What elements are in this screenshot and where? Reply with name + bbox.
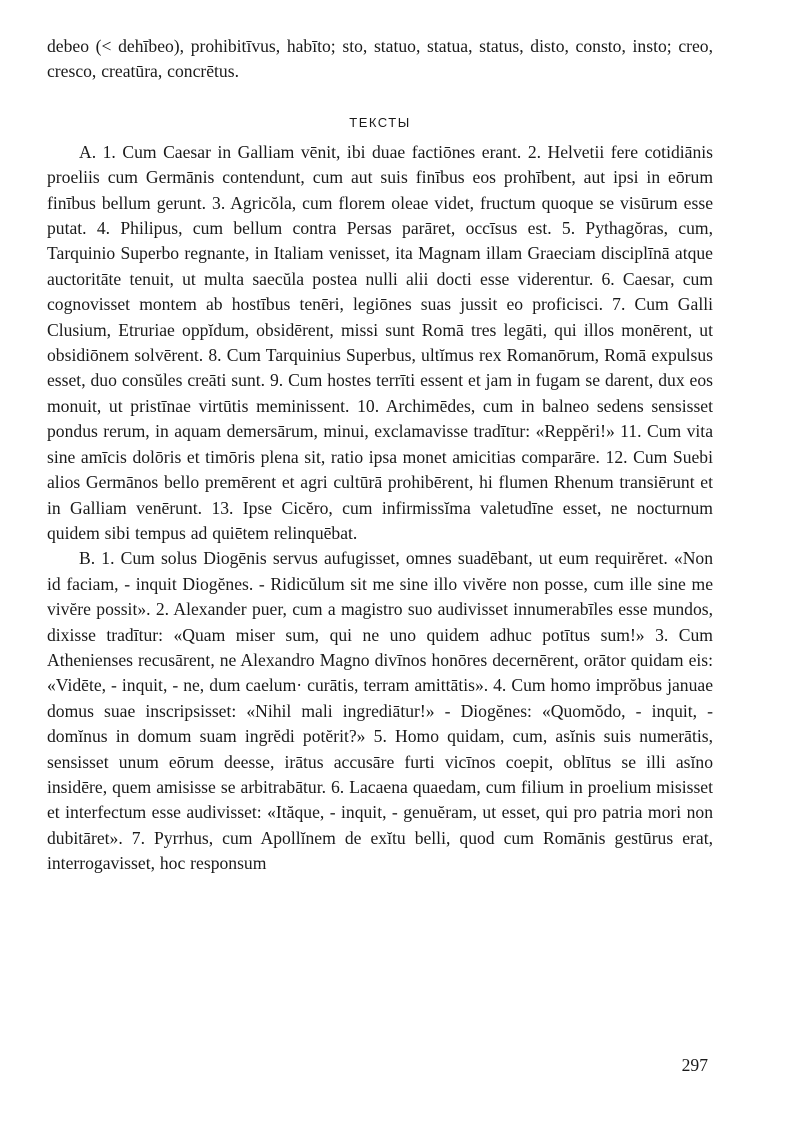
section-b-text: 1. Cum solus Diogēnis servus aufugisset, omnes suadēbant, ut eum requirĕret. «Non id faciam, - inquit Diogĕnes. - Ridicŭlum sit me sine illo vivĕre non posse, cum ille sine me vivĕre possit». 2. Alexander puer, cum a magistro suo audivisset innumerabīles esse mundos, dixisse tradītur: «Quam miser sum, qui ne uno quidem adhuc potītus sum!» 3. Cum Athenienses recusārent, ne Alexandro Magno divīnos honōres decernērent, orātor quidam eis: «Vidēte, - inquit, - ne, dum caelum· curātis, terram amittātis». 4. Cum homo imprŏbus januae domus suae inscripsisset: «Nihil mali ingrediātur!» - Diogĕnes: «Quomŏdo, - inquit, - domĭnus in domum suam ingrĕdi potĕrit?» 5. Homo quidam, cum, asĭnis suis numerātis, sensisset unum eōrum deesse, irātus accusāre furti vicīnos coepit, oblītus se illi asĭno insidēre, quem amisisse se arbitrabātur. 6. Lacaena quaedam, cum filium in proelium misisset et interfectum esse audivisset: «Ităque, - inquit, - genuĕram, ut esset, qui pro patria mori non dubitāret». 7. Pyrrhus, cum Apollĭnem de exĭtu belli, quod cum Romānis gestūrus erat, interrogavisset, hoc responsum: [47, 548, 714, 874]
intro-paragraph: debeo (< dehībeo), prohibitīvus, habīto; sto, statuo, statua, status, disto, consto, insto; creo, cresco, creatūra, concrētus.: [47, 36, 713, 82]
section-heading: ТЕКСТЫ: [349, 114, 411, 130]
section-a-text: 1. Cum Caesar in Galliam vēnit, ibi duae factiōnes erant. 2. Helvetii fere cotidiānis proeliis cum Germānis contendunt, cum aut suis finībus eos prohībent, aut ipsi in eōrum finībus bellum gerunt. 3. Agricŏla, cum florem oleae videt, fructum quoque se visūrum esse putat. 4. Philipus, cum bellum contra Persas parāret, occīsus est. 5. Pythagŏras, cum, Tarquinio Superbo regnante, in Italiam venisset, ita Magnam illam Graeciam disciplīnā atque auctoritāte tenuit, ut multa saecŭla postea nulli alii docti esse viderentur. 6. Caesar, cum cognovisset montem ab hostībus tenēri, legiōnes suas jussit eo proficisci. 7. Cum Galli Clusium, Etruriae oppĭdum, obsidērent, missi sunt Romā tres legāti, qui illos monērent, ut obsidiōnem solvērent. 8. Cum Tarquinius Superbus, ultĭmus rex Romanōrum, Romā expulsus esset, duo consŭles creāti sunt. 9. Cum hostes terrīti essent et jam in fugam se darent, dux eos monuit, ut pristīnae virtūtis meminissent. 10. Archimēdes, cum in balneo sedens sensisset pondus rerum, in aquam demersārum, minui, exclamavisse tradītur: «Reppĕri!» 11. Cum vita sine amīcis dolōris et timōris plena sit, ratio ipsa monet amicitias comparāre. 12. Cum Suebi alios Germānos bello premērent et agri cultūrā prohibērent, hi flumen Rhenum transiērunt et in Galliam venērunt. 13. Ipse Cicĕro, cum infirmissĭma valetudīne esset, ne nocturnum quidem sibi tempus ad quiētem relinquēbat.: [47, 141, 713, 543]
section-b-letter: В.: [79, 548, 96, 569]
page-number: 297: [681, 1055, 708, 1075]
section-a-paragraph: [47, 140, 713, 547]
section-b-paragraph: [47, 546, 713, 876]
section-a-letter: А.: [79, 141, 97, 162]
page-content: [47, 34, 713, 877]
